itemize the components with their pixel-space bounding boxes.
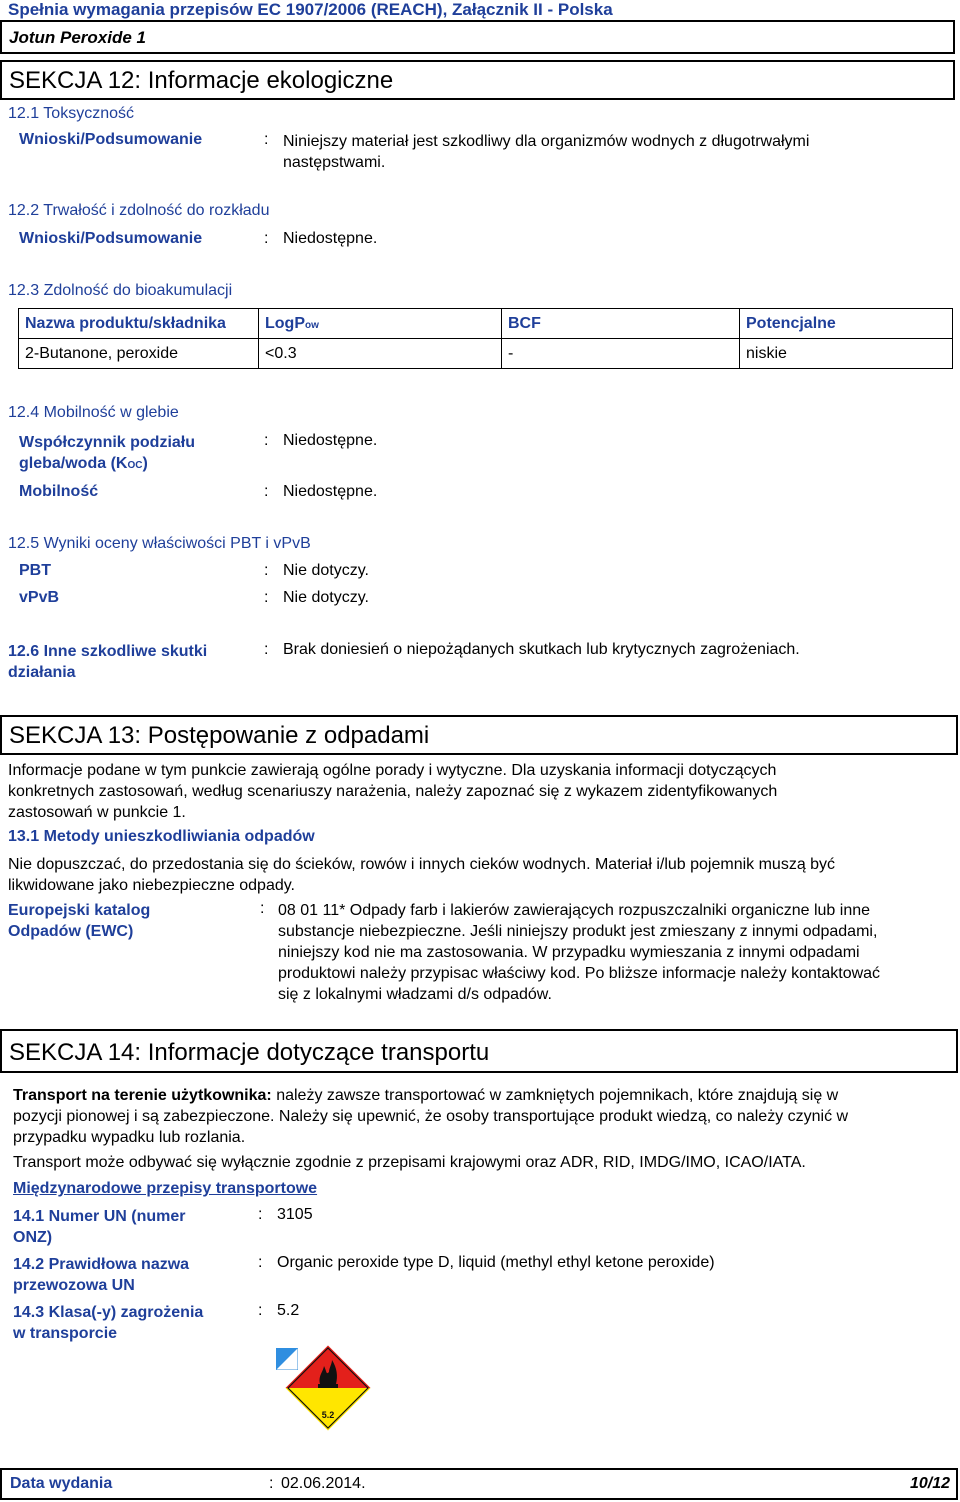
bioaccumulation-table [18,308,953,369]
s12-1-label: Wnioski/Podsumowanie [19,131,203,148]
s12-2-value: Niedostępne. [283,230,378,247]
product-name-box [0,20,955,54]
s12-4-label2: Mobilność [19,483,99,500]
cell-potential: niskie [740,339,953,369]
col-potential: Potencjalne [740,309,953,339]
s12-2-heading: 12.2 Trwałość i zdolność do rozkładu [8,202,270,219]
footer [0,1468,958,1500]
svg-text:5.2: 5.2 [321,1410,335,1420]
s12-6-heading: 12.6 Inne szkodliwe skutki działania [8,643,208,681]
product-name: Jotun Peroxide 1 [9,28,146,47]
s12-5-value2: Nie dotyczy. [283,589,369,606]
issue-date-value: 02.06.2014. [281,1475,366,1492]
regulation-header: Spełnia wymagania przepisów EC 1907/2006 (REACH), Załącznik II - Polska [8,0,613,19]
s12-4-heading: 12.4 Mobilność w glebie [8,404,179,421]
cell-bcf: - [502,339,740,369]
un-number-value: 3105 [277,1206,313,1223]
s12-4-value2: Niedostępne. [283,483,378,500]
colon: : [264,483,269,500]
s12-1-value: Niniejszy materiał jest szkodliwy dla organizmów wodnych z długotrwałymi następstwami. [283,133,810,171]
colon: : [264,230,269,247]
s13-1-text: Nie dopuszczać, do przedostania się do ścieków, rowów i innych cieków wodnych. Materiał i/lub pojemnik muszą być likwidowane jako niebezpieczne odpady. [8,856,836,894]
s12-4-label1: Współczynnik podziału gleba/woda (KOC) [19,434,196,472]
hazard-class-value: 5.2 [277,1302,300,1319]
s13-1-heading: 13.1 Metody unieszkodliwiania odpadów [8,828,315,845]
s12-5-label1: PBT [19,562,51,579]
table-row [19,339,953,369]
section-12-title: SEKCJA 12: Informacje ekologiczne [9,67,394,94]
colon: : [269,1475,274,1492]
colon: : [258,1206,263,1223]
colon: : [264,131,269,148]
shipping-name-value: Organic peroxide type D, liquid (methyl ethyl ketone peroxide) [277,1254,715,1271]
hazard-class-label: 14.3 Klasa(-y) zagrożenia w transporcie [13,1304,204,1342]
col-product: Nazwa produktu/składnika [19,309,259,339]
colon: : [258,1254,263,1271]
s12-1-heading: 12.1 Toksyczność [8,105,134,122]
s12-4-value1: Niedostępne. [283,432,378,449]
s13-intro: Informacje podane w tym punkcie zawierają ogólne porady i wytyczne. Dla uzyskania informacji dotyczących konkretnych zastosowań, według scenariuszy narażenia, należy zapoznać się z wykazem zidentyfikowanych zastosowań w punkcie 1. [8,762,778,821]
col-logp: LogPow [259,309,502,339]
s12-5-label2: vPvB [19,589,60,606]
s12-2-label: Wnioski/Podsumowanie [19,230,203,247]
colon: : [258,1302,263,1319]
s14-user-transport: Transport na terenie użytkownika: należy zawsze transportować w zamkniętych pojemnikach, które znajdują się w pozycji pionowej i są zabezpieczone. Należy się upewnić, że osoby transportujące produkt wiedzą, co należy czynić w przypadku wypadku lub rozlania. [13,1087,849,1146]
section-13-header [0,715,958,755]
organic-peroxide-hazard-icon [282,1342,374,1434]
colon: : [264,432,269,449]
s14-note: Transport może odbywać się wyłącznie zgodnie z przepisami krajowymi oraz ADR, RID, IMDG/IMO, ICAO/IATA. [13,1154,806,1171]
s12-3-heading: 12.3 Zdolność do bioakumulacji [8,282,233,299]
colon: : [264,562,269,579]
colon: : [260,900,265,917]
section-13-title: SEKCJA 13: Postępowanie z odpadami [9,722,430,749]
col-bcf: BCF [502,309,740,339]
shipping-name-label: 14.2 Prawidłowa nazwa przewozowa UN [13,1256,190,1294]
un-number-label: 14.1 Numer UN (numer ONZ) [13,1208,186,1246]
cell-logp: <0.3 [259,339,502,369]
issue-date-label: Data wydania [10,1475,113,1492]
s12-5-heading: 12.5 Wyniki oceny właściwości PBT i vPvB [8,535,311,552]
cell-name: 2-Butanone, peroxide [19,339,259,369]
user-transport-label: Transport na terenie użytkownika: [13,1087,272,1104]
s12-5-value1: Nie dotyczy. [283,562,369,579]
ewc-label: Europejski katalog Odpadów (EWC) [8,902,151,940]
page-number: 10/12 [909,1475,950,1492]
section-12-header [0,60,955,100]
ewc-value: 08 01 11* Odpady farb i lakierów zawierających rozpuszczalniki organiczne lub inne substancje niebezpieczne. Jeśli niniejszy produkt jest zmieszany z innymi odpadami, niniejszy kod nie ma zastosowania. W przypadku wymieszania z innymi odpadami produktowi należy przypisac właściwy kod. Po bliższe informacje należy kontaktować się z lokalnymi władzami d/s odpadów. [278,902,881,1003]
colon: : [264,589,269,606]
section-14-header [0,1029,958,1073]
section-14-title: SEKCJA 14: Informacje dotyczące transportu [9,1039,490,1066]
s12-6-value: Brak doniesień o niepożądanych skutkach lub krytycznych zagrożeniach. [283,641,800,658]
table-header-row [19,309,953,339]
intl-regulations-link[interactable]: Międzynarodowe przepisy transportowe [13,1180,318,1197]
colon: : [264,641,269,658]
